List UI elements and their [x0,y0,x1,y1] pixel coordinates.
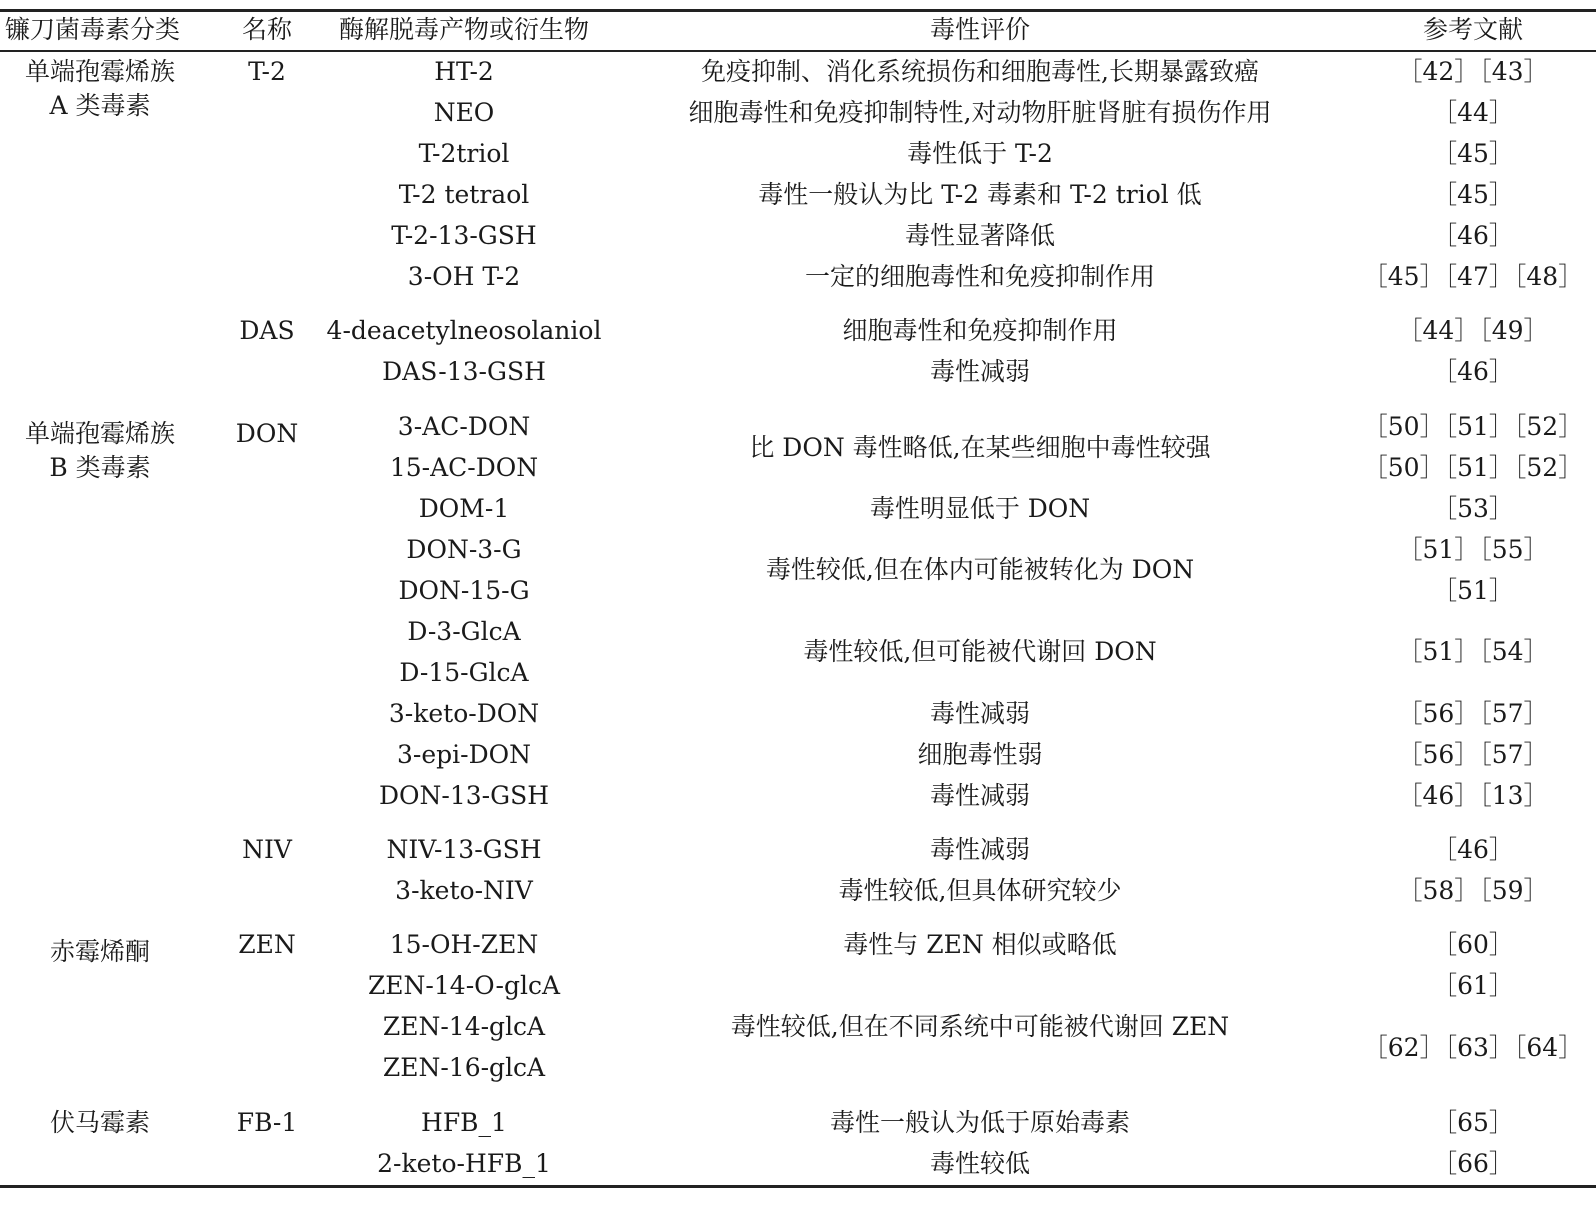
product-cell: D-3-GlcA [407,617,521,646]
product-cell: NIV-13-GSH [386,835,542,864]
product-cell: T-2triol [418,139,510,168]
product-cell: DAS-13-GSH [382,357,546,386]
evaluation-cell: 毒性较低,但具体研究较少 [838,876,1122,905]
toxin-name: DON [235,419,299,448]
reference-cell: ［65］ [1432,1108,1514,1137]
reference-cell: ［58］［59］ [1397,876,1549,905]
product-cell: ZEN-16-glcA [382,1053,546,1082]
evaluation-cell: 细胞毒性和免疫抑制特性,对动物肝脏肾脏有损伤作用 [688,98,1272,127]
evaluation-cell: 毒性较低,但在体内可能被转化为 DON [765,555,1195,584]
evaluation-cell: 免疫抑制、消化系统损伤和细胞毒性,长期暴露致癌 [701,57,1259,86]
product-cell: DON-13-GSH [378,781,550,810]
reference-cell: ［42］［43］ [1397,57,1549,86]
product-cell: DOM-1 [418,494,510,523]
reference-cell: ［53］ [1432,494,1514,523]
reference-cell: ［50］［51］［52］ [1362,453,1584,482]
reference-cell: ［50］［51］［52］ [1362,412,1584,441]
product-cell: 3-epi-DON [396,740,531,769]
table-top-rule [0,9,1596,12]
toxin-name: ZEN [238,930,296,959]
product-cell: 3-AC-DON [397,412,531,441]
product-cell: 3-keto-DON [388,699,540,728]
table-bottom-rule [0,1185,1596,1188]
header-category: 镰刀菌毒素分类 [5,15,181,44]
toxin-name: T-2 [248,57,286,86]
product-cell: T-2-13-GSH [391,221,537,250]
reference-cell: ［62］［63］［64］ [1362,1033,1584,1062]
reference-cell: ［46］［13］ [1397,781,1549,810]
evaluation-cell: 毒性与 ZEN 相似或略低 [843,930,1117,959]
header-product: 酶解脱毒产物或衍生物 [338,15,589,44]
evaluation-cell: 细胞毒性和免疫抑制作用 [842,316,1118,345]
header-evaluation: 毒性评价 [929,15,1030,44]
reference-cell: ［44］［49］ [1397,316,1549,345]
reference-cell: ［51］［55］ [1397,535,1549,564]
product-cell: 15-OH-ZEN [389,930,539,959]
reference-cell: ［44］ [1432,98,1514,127]
category-fumonisin: 伏马霉素 [49,1108,150,1137]
evaluation-cell: 毒性显著降低 [904,221,1055,250]
reference-cell: ［56］［57］ [1397,740,1549,769]
reference-cell: ［51］［54］ [1397,637,1549,666]
evaluation-cell: 毒性减弱 [929,781,1030,810]
header-reference: 参考文献 [1422,15,1523,44]
reference-cell: ［61］ [1432,971,1514,1000]
product-cell: 3-OH T-2 [407,262,521,291]
product-cell: ZEN-14-glcA [382,1012,546,1041]
category-zearalenone: 赤霉烯酮 [49,937,150,966]
evaluation-cell: 毒性较低 [929,1149,1030,1178]
product-cell: NEO [433,98,495,127]
evaluation-cell: 毒性明显低于 DON [869,494,1091,523]
reference-cell: ［46］ [1432,357,1514,386]
reference-cell: ［45］ [1432,139,1514,168]
product-cell: DON-15-G [398,576,530,605]
reference-cell: ［66］ [1432,1149,1514,1178]
reference-cell: ［51］ [1432,576,1514,605]
toxin-name: DAS [239,316,295,345]
product-cell: DON-3-G [406,535,522,564]
product-cell: ZEN-14-O-glcA [367,971,561,1000]
category-trichothecene-b: 单端孢霉烯族 [24,419,175,448]
category-trichothecene-b: B 类毒素 [49,453,151,482]
reference-cell: ［46］ [1432,835,1514,864]
reference-cell: ［56］［57］ [1397,699,1549,728]
evaluation-cell: 毒性减弱 [929,699,1030,728]
product-cell: D-15-GlcA [399,658,529,687]
evaluation-cell: 毒性较低,但在不同系统中可能被代谢回 ZEN [730,1012,1230,1041]
toxin-name: NIV [242,835,292,864]
product-cell: HFB_1 [421,1108,507,1137]
evaluation-cell: 细胞毒性弱 [917,740,1043,769]
evaluation-cell: 毒性减弱 [929,357,1030,386]
evaluation-cell: 比 DON 毒性略低,在某些细胞中毒性较强 [749,433,1211,462]
product-cell: T-2 tetraol [398,180,530,209]
evaluation-cell: 毒性减弱 [929,835,1030,864]
product-cell: 3-keto-NIV [395,876,533,905]
product-cell: 4-deacetylneosolaniol [326,316,602,345]
header-name: 名称 [241,15,292,44]
product-cell: 15-AC-DON [389,453,539,482]
table-header-rule [0,50,1596,52]
reference-cell: ［45］ [1432,180,1514,209]
evaluation-cell: 毒性低于 T-2 [907,139,1053,168]
product-cell: 2-keto-HFB_1 [377,1149,551,1178]
category-trichothecene-a: 单端孢霉烯族 [24,57,175,86]
reference-cell: ［45］［47］［48］ [1362,262,1584,291]
evaluation-cell: 毒性一般认为低于原始毒素 [829,1108,1130,1137]
reference-cell: ［46］ [1432,221,1514,250]
toxin-name: FB-1 [236,1108,298,1137]
evaluation-cell: 毒性较低,但可能被代谢回 DON [803,637,1157,666]
reference-cell: ［60］ [1432,930,1514,959]
category-trichothecene-a: A 类毒素 [49,91,151,120]
evaluation-cell: 毒性一般认为比 T-2 毒素和 T-2 triol 低 [758,180,1202,209]
product-cell: HT-2 [434,57,494,86]
evaluation-cell: 一定的细胞毒性和免疫抑制作用 [804,262,1155,291]
